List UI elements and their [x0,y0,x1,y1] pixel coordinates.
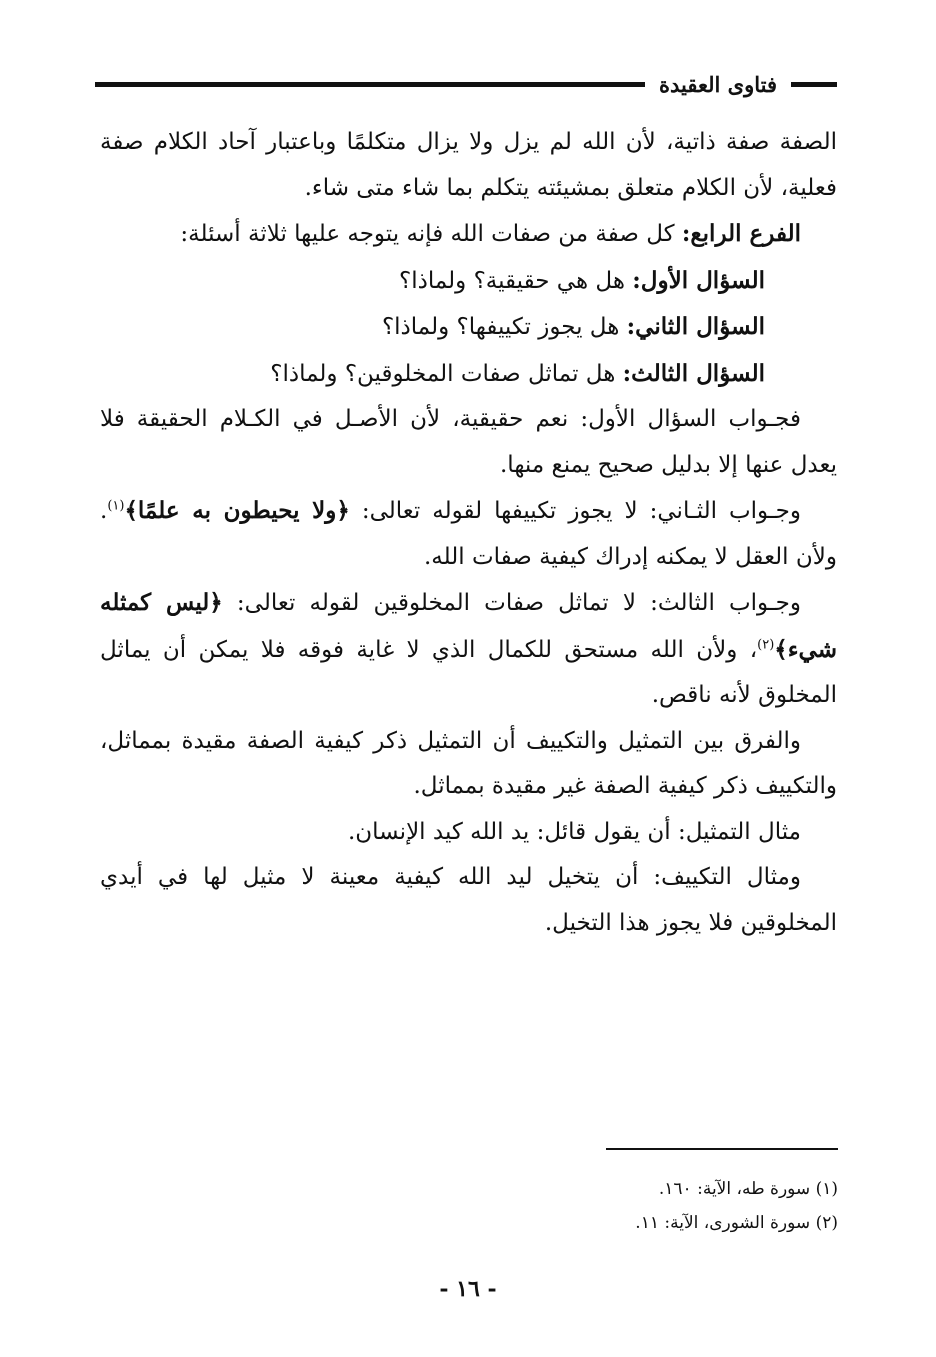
paragraph-difference: والفرق بين التمثيل والتكييف أن التمثيل ذكر كيفية الصفة مقيدة بمماثل، والتكييف ذكر كيفية الصفة غير مقيدة بمماثل. [100,727,837,799]
question-first [100,258,837,305]
answer-text: وجـواب الثـاني: لا يجوز تكييفها لقوله تعالى: [349,498,802,524]
answer-first: فجـواب السؤال الأول: نعم حقيقية، لأن الأصـل في الكـلام الحقيقة فلا يعدل عنها إلا بدليل صحيح يمنع منها. [100,406,837,478]
question-second [100,304,837,351]
page-number: - ١٦ - [439,1276,497,1302]
question-text: هل تماثل صفات المخلوقين؟ ولماذا؟ [270,360,623,387]
question-lead: السؤال الثالث: [622,359,765,387]
example-tamthil: مثال التمثيل: أن يقول قائل: يد الله كيد الإنسان. [347,818,801,845]
footnote-ref[interactable]: (١) [107,498,125,514]
example-takyif: ومثال التكييف: أن يتخيل ليد الله كيفية معينة لا مثيل لها في أيدي المخلوقين فلا يجوز هذا التخيل. [100,864,837,936]
paragraph-lead: الفرع الرابع: [681,220,801,247]
footnote-2: (٢) سورة الشورى، الآية: ١١. [635,1213,838,1233]
answer-text: ، ولأن الله مستحق للكمال الذي لا غاية فوقه فلا يمكن أن يماثل المخلوق لأنه ناقص. [100,636,837,708]
paragraph-fourth-branch [100,211,837,258]
footnotes [400,1172,838,1240]
running-header [95,64,837,104]
question-text: هل يجوز تكييفها؟ ولماذا؟ [381,314,627,340]
answer-text: . ولأن العقل لا يمكنه إدراك كيفية صفات الله. [100,498,837,570]
page-body [100,120,837,946]
question-third [100,351,837,398]
question-lead: السؤال الثاني: [626,313,765,340]
paragraph-text: كل صفة من صفات الله فإنه يتوجه عليها ثلاثة أسئلة: [180,221,682,247]
header-dash [791,82,837,87]
header-rule [95,82,645,87]
footnote-separator [606,1148,838,1150]
answer-text: وجـواب الثالث: لا تماثل صفات المخلوقين لقوله تعالى: [222,590,801,616]
question-text: هل هي حقيقية؟ ولماذا؟ [399,267,633,294]
answer-third [100,580,837,719]
question-lead: السؤال الأول: [632,266,765,294]
paragraph-continuation: الصفة صفة ذاتية، لأن الله لم يزل ولا يزال متكلمًا وباعتبار آحاد الكلام صفة فعلية، لأن الكلام متعلق بمشيئته يتكلم بما شاء متى شاء. [100,129,837,201]
footnote-ref[interactable]: (٢) [757,636,775,652]
quran-quote: ﴿ولا يحيطون به علمًا﴾ [124,497,350,524]
answer-second [100,488,837,580]
footnote-1: (١) سورة طه، الآية: ١٦٠. [658,1179,838,1199]
running-title: فتاوى العقيدة [658,71,777,97]
quran-quote: ﴿ليس كمثله شيء﴾ [100,589,837,663]
